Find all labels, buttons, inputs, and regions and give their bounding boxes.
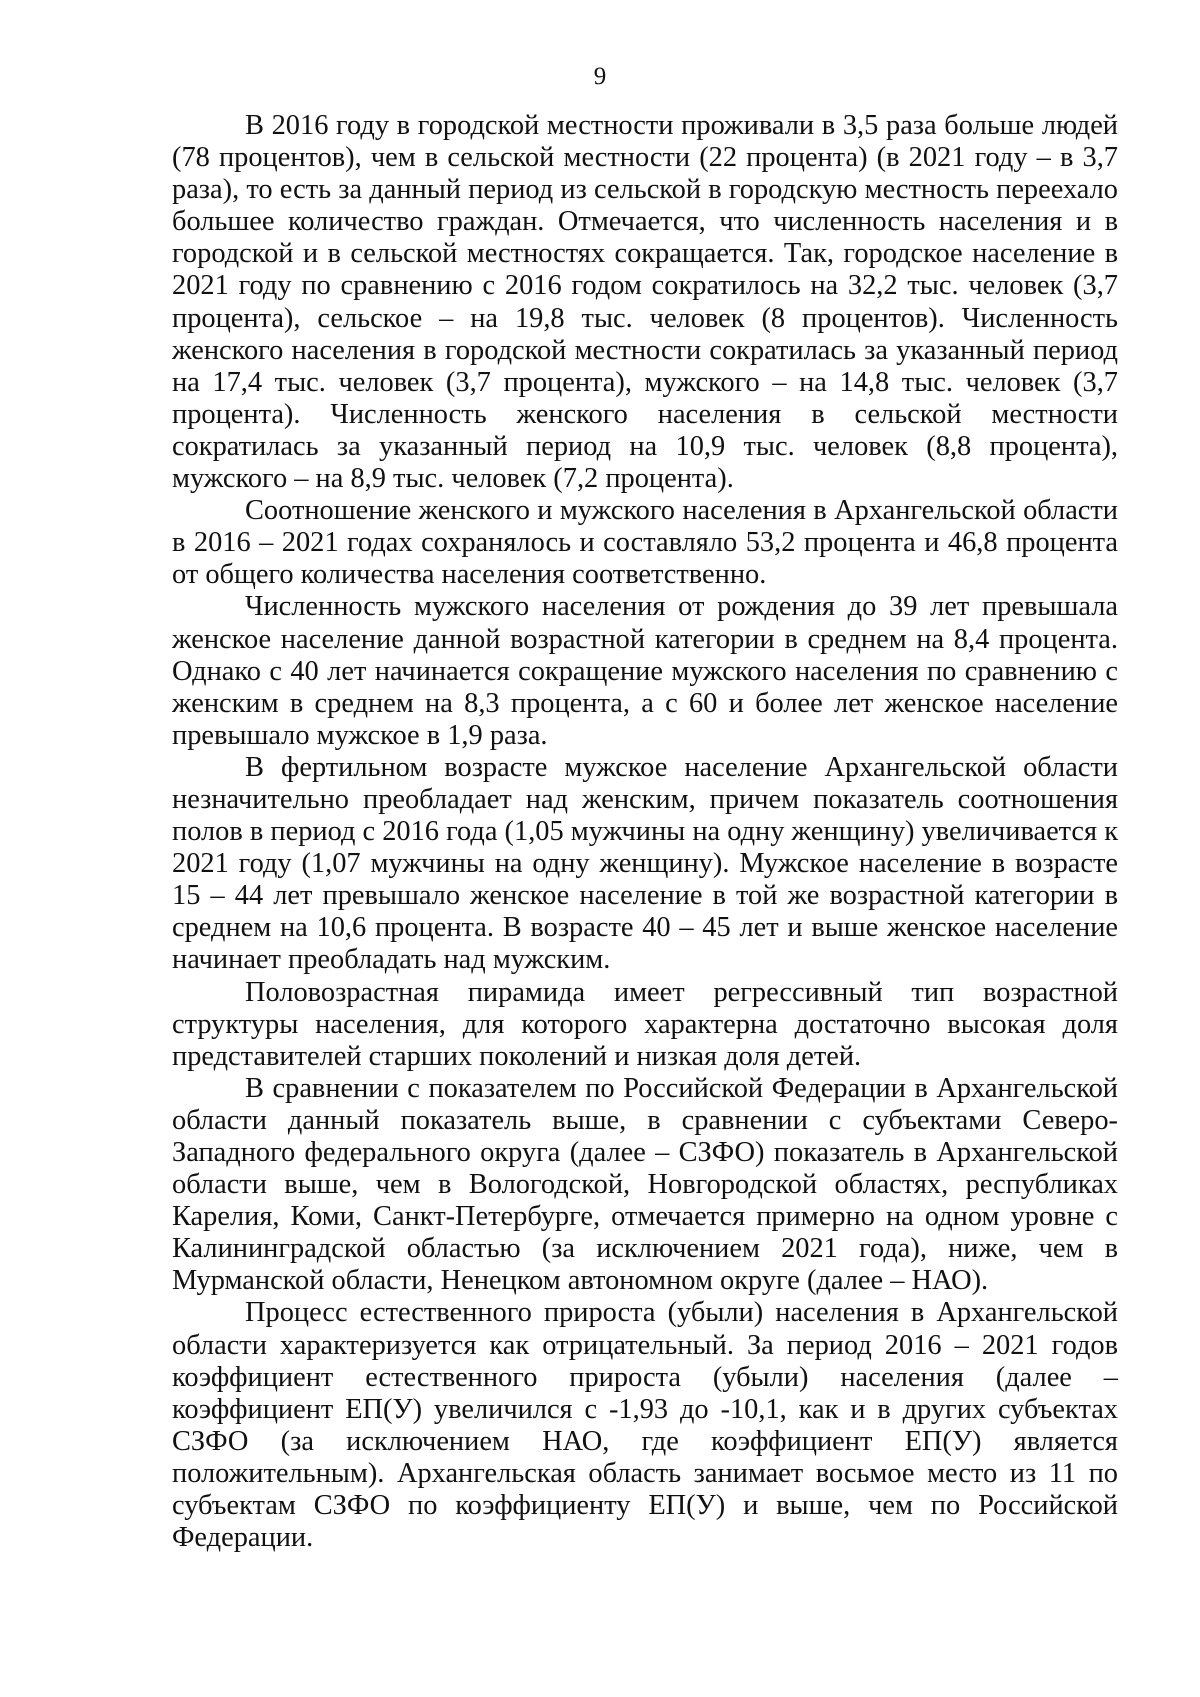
paragraph-fertile-age: В фертильном возрасте мужское население Архангельской области незначительно преобладает над женским, причем показатель соотношения полов в период с 2016 года (1,05 мужчины на одну женщину) увеличивается к 2021 году (1,07 мужчины на одну женщину). Мужское население в возрасте 15 – 44 лет превышало женское население в той же возрастной категории в среднем на 10,6 процента. В возрасте 40 – 45 лет и выше женское население начинает преобладать над мужским. <box>172 751 1118 976</box>
paragraph-comparison-szfo: В сравнении с показателем по Российской Федерации в Архангельской области данный показатель выше, в сравнении с субъектами Северо-Западного федерального округа (далее – СЗФО) показатель в Архангельской области выше, чем в Вологодской, Новгородской областях, республиках Карелия, Коми, Санкт-Петербурге, отмечается примерно на одном уровне с Калининградской областью (за исключением 2021 года), ниже, чем в Мурманской области, Ненецком автономном округе (далее – НАО). <box>172 1072 1118 1297</box>
paragraph-gender-ratio: Соотношение женского и мужского населения в Архангельской области в 2016 – 2021 годах сохранялось и составляло 53,2 процента и 46,8 процента от общего количества населения соответственно. <box>172 495 1118 591</box>
paragraph-natural-growth: Процесс естественного прироста (убыли) населения в Архангельской области характеризуется как отрицательный. За период 2016 – 2021 годов коэффициент естественного прироста (убыли) населения (далее – коэффициент ЕП(У) увеличился с -1,93 до -10,1, как и в других субъектах СЗФО (за исключением НАО, где коэффициент ЕП(У) является положительным). Архангельская область занимает восьмое место из 11 по субъектам СЗФО по коэффициенту ЕП(У) и выше, чем по Российской Федерации. <box>172 1297 1118 1554</box>
page-number: 9 <box>593 63 607 90</box>
paragraph-age-pyramid: Половозрастная пирамида имеет регрессивный тип возрастной структуры населения, для которого характерна достаточно высокая доля представителей старших поколений и низкая доля детей. <box>172 976 1118 1072</box>
paragraph-male-age-groups: Численность мужского населения от рождения до 39 лет превышала женское население данной возрастной категории в среднем на 8,4 процента. Однако с 40 лет начинается сокращение мужского населения по сравнению с женским в среднем на 8,3 процента, а с 60 и более лет женское население превышало мужское в 1,9 раза. <box>172 591 1118 751</box>
document-body <box>172 110 1118 1554</box>
paragraph-urban-rural: В 2016 году в городской местности проживали в 3,5 раза больше людей (78 процентов), чем в сельской местности (22 процента) (в 2021 году – в 3,7 раза), то есть за данный период из сельской в городскую местность переехало большее количество граждан. Отмечается, что численность населения и в городской и в сельской местностях сокращается. Так, городское население в 2021 году по сравнению с 2016 годом сократилось на 32,2 тыс. человек (3,7 процента), сельское – на 19,8 тыс. человек (8 процентов). Численность женского населения в городской местности сократилась за указанный период на 17,4 тыс. человек (3,7 процента), мужского – на 14,8 тыс. человек (3,7 процента). Численность женского населения в сельской местности сократилась за указанный период на 10,9 тыс. человек (8,8 процента), мужского – на 8,9 тыс. человек (7,2 процента). <box>172 110 1118 495</box>
